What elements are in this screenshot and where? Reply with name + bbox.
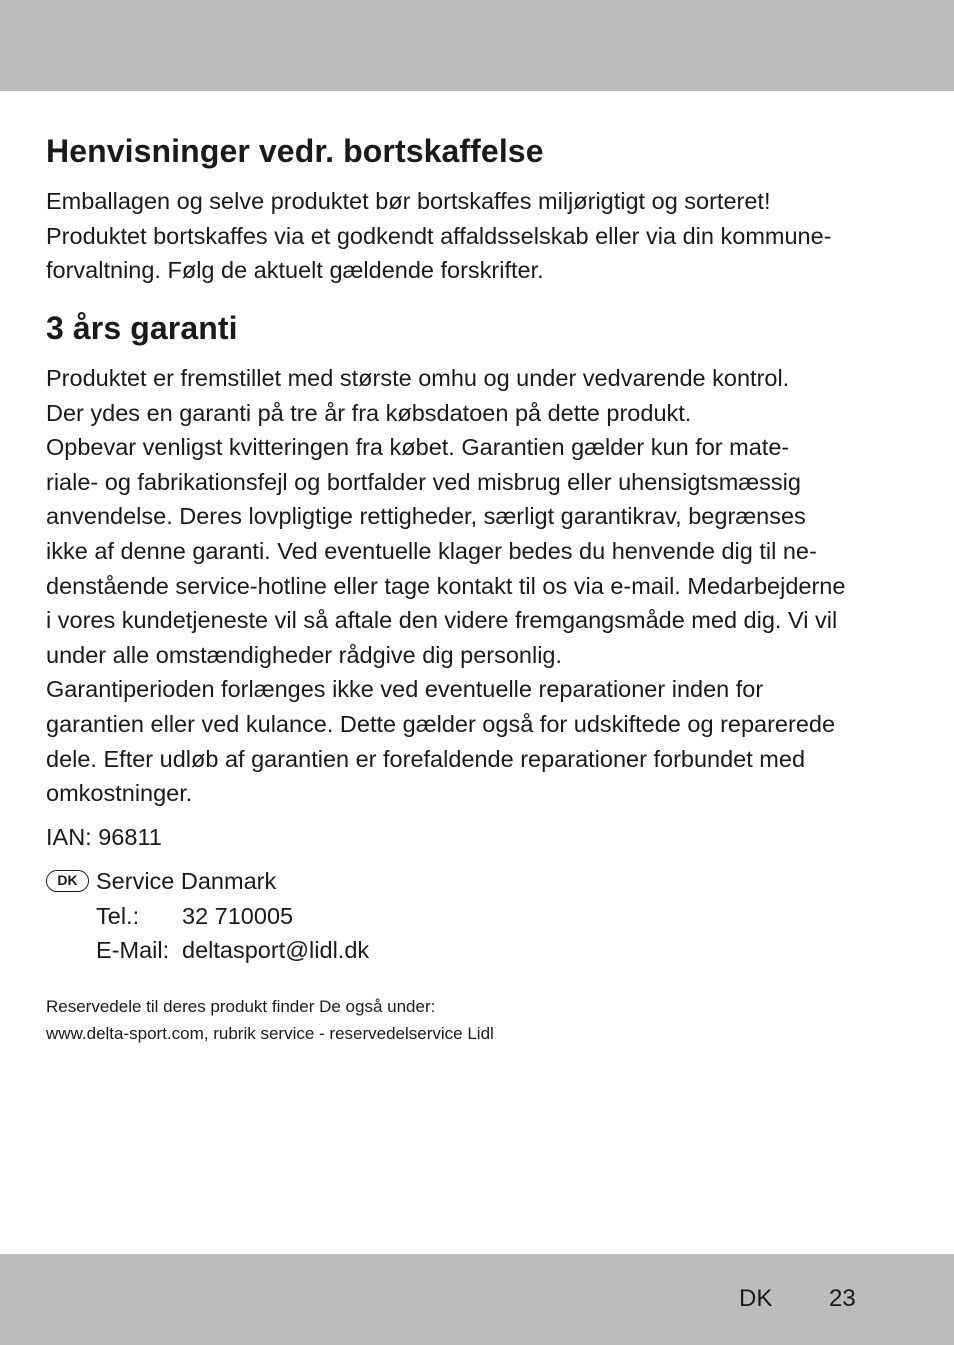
warranty-line: ikke af denne garanti. Ved eventuelle klager bedes du henvende dig til ne- bbox=[46, 537, 817, 564]
disposal-line: Produktet bortskaffes via et godkendt affaldsselskab eller via din kommune- bbox=[46, 222, 832, 249]
warranty-paragraph bbox=[46, 361, 916, 811]
disposal-line: Emballagen og selve produktet bør bortskaffes miljørigtigt og sorteret! bbox=[46, 188, 771, 214]
warranty-line: dele. Efter udløb af garantien er forefaldende reparationer forbundet med bbox=[46, 745, 806, 772]
warranty-line: i vores kundetjeneste vil så aftale den videre fremgangsmåde med dig. Vi vil bbox=[46, 607, 838, 634]
tel-label: Tel.: bbox=[96, 903, 140, 929]
footer-band bbox=[0, 1254, 954, 1345]
spare-parts-link[interactable]: www.delta-sport.com, rubrik service - reservedelservice Lidl bbox=[46, 1024, 494, 1043]
warranty-line: omkostninger. bbox=[46, 780, 193, 807]
warranty-line: Opbevar venligst kvitteringen fra købet. Garantien gælder kun for mate- bbox=[46, 434, 790, 461]
disposal-heading: Henvisninger vedr. bortskaffelse bbox=[46, 133, 544, 169]
country-badge-dk: DK bbox=[46, 870, 89, 892]
tel-value[interactable]: 32 710005 bbox=[182, 903, 294, 929]
disposal-paragraph bbox=[46, 184, 916, 288]
warranty-heading: 3 års garanti bbox=[46, 310, 238, 346]
warranty-line: under alle omstændigheder rådgive dig personlig. bbox=[46, 641, 563, 668]
warranty-line: Garantiperioden forlænges ikke ved eventuelle reparationer inden for bbox=[46, 676, 764, 703]
warranty-line: anvendelse. Deres lovpligtige rettigheder, særligt garantikrav, begrænses bbox=[46, 503, 806, 530]
spare-parts-note bbox=[46, 993, 494, 1047]
spare-parts-line: Reservedele til deres produkt finder De også under: bbox=[46, 997, 436, 1016]
warranty-line: Der ydes en garanti på tre år fra købsdatoen på dette produkt. bbox=[46, 399, 692, 426]
warranty-line: Produktet er fremstillet med største omhu og under vedvarende kontrol. bbox=[46, 365, 790, 391]
footer-language: DK bbox=[739, 1285, 773, 1312]
disposal-line: forvaltning. Følg de aktuelt gældende forskrifter. bbox=[46, 257, 544, 284]
warranty-line: riale- og fabrikationsfejl og bortfalder ved misbrug eller uhensigtsmæssig bbox=[46, 468, 801, 495]
header-band bbox=[0, 0, 954, 91]
service-title: Service Danmark bbox=[96, 868, 277, 894]
warranty-line: garantien eller ved kulance. Dette gælder også for udskiftede og reparerede bbox=[46, 710, 836, 737]
email-link[interactable]: deltasport@lidl.dk bbox=[182, 937, 370, 963]
page-number: 23 bbox=[829, 1285, 856, 1312]
warranty-line: denstående service-hotline eller tage kontakt til os via e-mail. Medarbejderne bbox=[46, 572, 846, 599]
email-label: E-Mail: bbox=[96, 937, 170, 963]
ian-number: IAN: 96811 bbox=[46, 824, 162, 850]
